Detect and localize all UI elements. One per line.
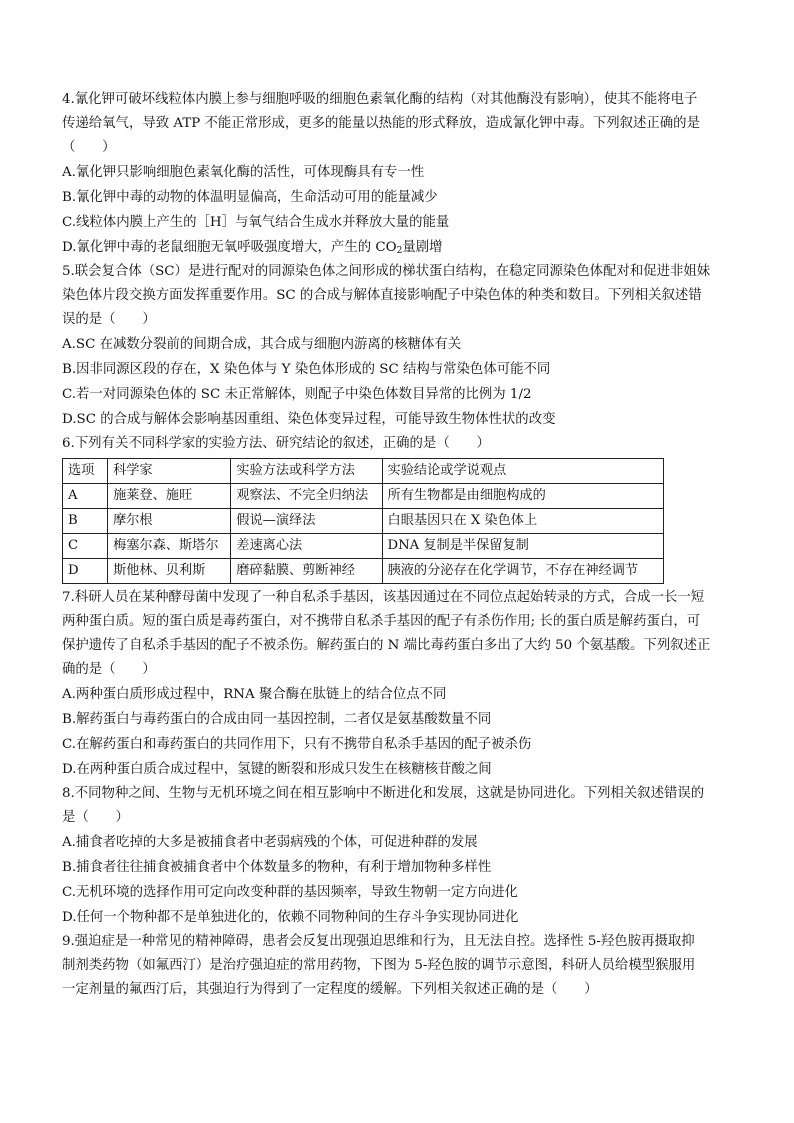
option-d: D.任何一个物种都不是单独进化的，依赖不同物种间的生存斗争实现协同进化 [62, 910, 519, 925]
question-stem-line: 6.下列有关不同科学家的实验方法、研究结论的叙述，正确的是（ ） [62, 436, 490, 451]
question-6 [62, 432, 734, 584]
table-header-cell: 科学家 [108, 459, 231, 484]
table-cell: 差速离心法 [231, 534, 382, 559]
question-stem-line: 4.氰化钾可破坏线粒体内膜上参与细胞呼吸的细胞色素氧化酶的结构（对其他酶没有影响），使其不能将电子 [62, 92, 698, 107]
table-cell: 梅塞尔森、斯塔尔 [108, 534, 231, 559]
question-stem-line: （ ） [62, 140, 116, 155]
option-d-text: D.氰化钾中毒的老鼠细胞无氧呼吸强度增大，产生的 CO [62, 240, 397, 255]
table-cell: A [63, 484, 108, 509]
question-stem-line: 一定剂量的氟西汀后，其强迫行为得到了一定程度的缓解。下列相关叙述正确的是（ ） [62, 982, 598, 997]
option-c: C.若一对同源染色体的 SC 未正常解体，则配子中染色体数目异常的比例为 1/2 [62, 387, 532, 402]
question-4 [62, 88, 734, 260]
question-stem-line: 保护遗传了自私杀手基因的配子不被杀伤。解药蛋白的 N 端比毒药蛋白多出了大约 50 个氨基酸。下列叙述正 [62, 638, 711, 653]
option-c: C.线粒体内膜上产生的［H］与氧气结合生成水并释放大量的能量 [62, 215, 450, 230]
question-7 [62, 586, 734, 782]
table-header-cell: 选项 [63, 459, 108, 484]
table-header-cell: 实验结论或学说观点 [382, 459, 663, 484]
question-stem-line: 传递给氧气，导致 ATP 不能正常形成，更多的能量以热能的形式释放，造成氰化钾中毒。下列叙述正确的是 [62, 116, 700, 131]
question-stem-line: 是（ ） [62, 810, 129, 825]
question-stem-line: 制剂类药物（如氟西汀）是治疗强迫症的常用药物，下图为 5-羟色胺的调节示意图，科研人员给模型猴服用 [62, 958, 696, 973]
table-cell: B [63, 509, 108, 534]
option-c: C.无机环境的选择作用可定向改变种群的基因频率，导致生物朝一定方向进化 [62, 885, 518, 900]
table-cell: C [63, 534, 108, 559]
table-cell: 磨碎黏膜、剪断神经 [231, 559, 382, 584]
exam-page [62, 88, 734, 1002]
table-cell: 胰液的分泌存在化学调节，不存在神经调节 [382, 559, 663, 584]
option-d [62, 235, 734, 260]
question-stem-line: 5.联会复合体（SC）是进行配对的同源染色体之间形成的梯状蛋白结构，在稳定同源染色体配对和促进非姐妹 [62, 264, 711, 279]
table-cell: D [63, 559, 108, 584]
question-8 [62, 782, 734, 930]
question-stem-line: 确的是（ ） [62, 662, 156, 677]
question-stem-line: 7.科研人员在某种酵母菌中发现了一种自私杀手基因，该基因通过在不同位点起始转录的方式，合成一长一短 [62, 590, 705, 605]
question-stem-line: 两种蛋白质。短的蛋白质是毒药蛋白，对不携带自私杀手基因的配子有杀伤作用; 长的蛋白质是解药蛋白，可 [62, 614, 701, 629]
option-a: A.两种蛋白质形成过程中，RNA 聚合酶在肽链上的结合位点不同 [62, 687, 447, 702]
table-cell: 所有生物都是由细胞构成的 [382, 484, 663, 509]
question-9 [62, 930, 734, 1002]
question-stem-line: 8.不同物种之间、生物与无机环境之间在相互影响中不断进化和发展，这就是协同进化。下列相关叙述错误的 [62, 786, 705, 801]
scientist-table [62, 458, 664, 584]
option-b: B.氰化钾中毒的动物的体温明显偏高，生命活动可用的能量减少 [62, 190, 438, 205]
option-b: B.因非同源区段的存在，X 染色体与 Y 染色体形成的 SC 结构与常染色体可能不同 [62, 362, 551, 377]
question-stem-line: 染色体片段交换方面发挥重要作用。SC 的合成与解体直接影响配子中染色体的种类和数目。下列相关叙述错 [62, 288, 702, 303]
option-c: C.在解药蛋白和毒药蛋白的共同作用下，只有不携带自私杀手基因的配子被杀伤 [62, 737, 532, 752]
option-d: D.在两种蛋白质合成过程中，氢键的断裂和形成只发生在核糖核苷酸之间 [62, 762, 492, 777]
option-a: A.SC 在减数分裂前的间期合成，其合成与细胞内游离的核糖体有关 [62, 337, 462, 352]
question-5 [62, 260, 734, 432]
option-a: A.氰化钾只影响细胞色素氧化酶的活性，可体现酶具有专一性 [62, 165, 425, 180]
table-header-row [63, 459, 664, 484]
table-row [63, 484, 664, 509]
subscript: 2 [396, 246, 403, 256]
table-cell: 施莱登、施旺 [108, 484, 231, 509]
table-row [63, 509, 664, 534]
option-b: B.捕食者往往捕食被捕食者中个体数量多的物种，有利于增加物种多样性 [62, 860, 492, 875]
option-d-text-end: 量剧增 [402, 240, 443, 255]
table-row [63, 534, 664, 559]
option-a: A.捕食者吃掉的大多是被捕食者中老弱病残的个体，可促进种群的发展 [62, 835, 478, 850]
table-row [63, 559, 664, 584]
table-cell: 斯他林、贝利斯 [108, 559, 231, 584]
question-stem-line: 9.强迫症是一种常见的精神障碍，患者会反复出现强迫思维和行为，且无法自控。选择性 5-羟色胺再摄取抑 [62, 934, 695, 949]
table-cell: DNA 复制是半保留复制 [382, 534, 663, 559]
table-cell: 观察法、不完全归纳法 [231, 484, 382, 509]
table-cell: 摩尔根 [108, 509, 231, 534]
table-cell: 白眼基因只在 X 染色体上 [382, 509, 663, 534]
option-d: D.SC 的合成与解体会影响基因重组、染色体变异过程，可能导致生物体性状的改变 [62, 412, 556, 427]
option-b: B.解药蛋白与毒药蛋白的合成由同一基因控制，二者仅是氨基酸数量不同 [62, 712, 492, 727]
table-header-cell: 实验方法或科学方法 [231, 459, 382, 484]
question-stem-line: 误的是（ ） [62, 312, 156, 327]
table-cell: 假说—演绎法 [231, 509, 382, 534]
